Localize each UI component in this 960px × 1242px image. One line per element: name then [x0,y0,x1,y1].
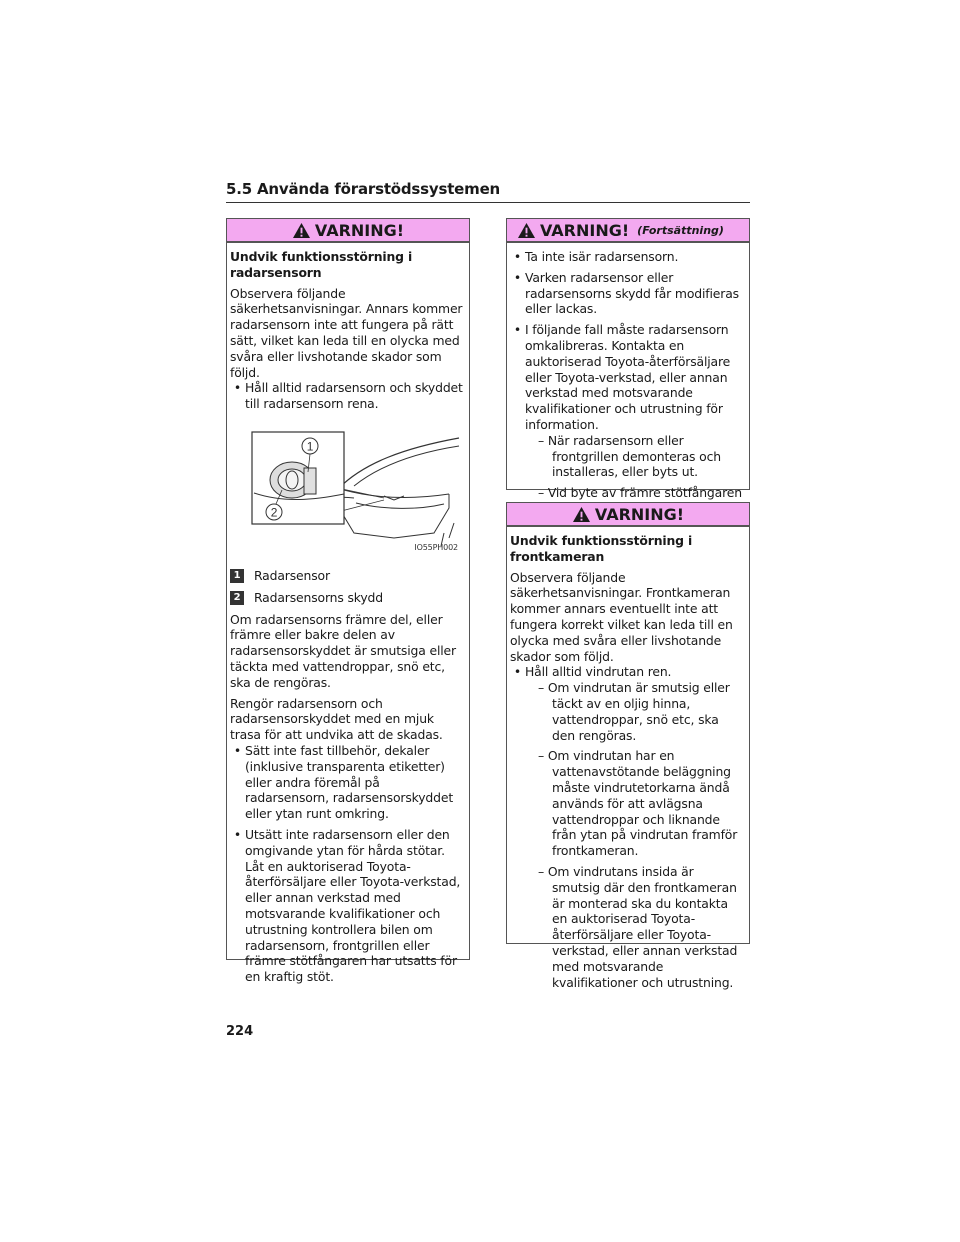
dash-item: – Om vindrutan har en vattenavstötande beläggning måste vindrutetorkarna ändå används för att avlägsna vattendroppar och liknande från ytan på vindrutan framför frontkameran. [538,748,738,859]
section-header [226,180,750,203]
warning-box-radar [226,218,470,985]
legend-item [230,568,465,584]
legend-number: 2 [230,591,244,605]
legend-item [230,590,465,606]
warning-header [227,219,469,243]
legend-label: Radarsensorns skydd [254,589,383,605]
callout-1: 1 [306,439,314,454]
warning-title: VARNING! [594,504,685,524]
warning-header [507,219,749,243]
bullet-item: • Utsätt inte radarsensorn eller den omgivande ytan för hårda stötar. Låt en auktoriserad Toyota-återförsäljare eller Toyota-verkstad, eller annan verkstad med motsvarande kvalifikationer och utrustning kontrollera bilen om radarsensorn, frontgrillen eller främre stötfångaren har utsatts för en kraftig stöt. [233,826,461,985]
dash-item: – Om vindrutan är smutsig eller täckt av en oljig hinna, vattendroppar, snö etc, ska den rengöras. [538,680,730,743]
paragraph: Om radarsensorns främre del, eller främre eller bakre delen av radarsensorskyddet är smutsiga eller täckta med vattendroppar, snö etc, ska de rengöras. [230,611,456,690]
legend-label: Radarsensor [254,567,330,583]
warning-subhead: Undvik funktionsstörning i radarsensorn [230,249,413,280]
section-title: 5.5 Använda förarstödssystemen [226,180,501,198]
figure-id: IO55PH002 [414,543,458,553]
legend-number: 1 [230,569,244,583]
dash-item: – Om vindrutans insida är smutsig där den frontkameran är monterad ska du kontakta en auktoriserad Toyota-återförsäljare eller Toyota-verkstad, eller annan verkstad med motsvarande kvalifikationer och utrustning. [538,863,738,990]
warning-title: VARNING! [314,220,405,240]
warning-intro: Observera följande säkerhetsanvisningar. Frontkameran kommer annars eventuellt inte att fungera korrekt vilket kan leda till en olycka med svåra eller livshotande skador som följd. [510,569,733,664]
warning-triangle-icon [572,506,591,523]
bullet-item: • Håll alltid radarsensorn och skyddet till radarsensorn rena. [233,380,463,412]
dash-item: – Vid byte av främre stötfångaren [538,485,742,501]
page-number: 224 [226,1024,254,1039]
warning-triangle-icon [517,222,536,239]
continued-label: (Fortsättning) [637,223,724,237]
bullet-item: • Ta inte isär radarsensorn. [513,249,679,264]
dash-item: – När radarsensorn eller frontgrillen demonteras och installeras, eller byts ut. [538,432,721,480]
radar-sensor-figure [244,428,464,558]
warning-triangle-icon [292,222,311,239]
bullet-item: • Håll alltid vindrutan ren. [513,664,672,680]
warning-box-continued [506,218,750,501]
warning-intro: Observera följande säkerhetsanvisningar. Annars kommer radarsensorn inte att fungera på rätt sätt, vilket kan leda till en olycka med svåra eller livshotande skador som följd. [230,285,463,380]
warning-header [507,503,749,527]
bullet-item: • Sätt inte fast tillbehör, dekaler (inklusive transparenta etiketter) eller andra föremål på radarsensorn, radarsensorskyddet eller ytan runt omkring. [233,742,454,822]
bullet-item: • Varken radarsensor eller radarsensorns skydd får modifieras eller lackas. [513,269,739,317]
warning-title: VARNING! [540,220,630,240]
paragraph: Rengör radarsensorn och radarsensorskyddet med en mjuk trasa för att undvika att de skadas. [230,695,443,743]
bullet-item: • I följande fall måste radarsensorn omkalibreras. Kontakta en auktoriserad Toyota-återförsäljare eller Toyota-verkstad, eller annan verkstad med motsvarande kvalifikationer och utrustning för information. [513,322,731,432]
car-front-illustration [244,428,464,558]
warning-subhead: Undvik funktionsstörning i frontkameran [510,533,693,564]
warning-box-front-camera [506,502,750,990]
callout-2: 2 [270,505,278,520]
